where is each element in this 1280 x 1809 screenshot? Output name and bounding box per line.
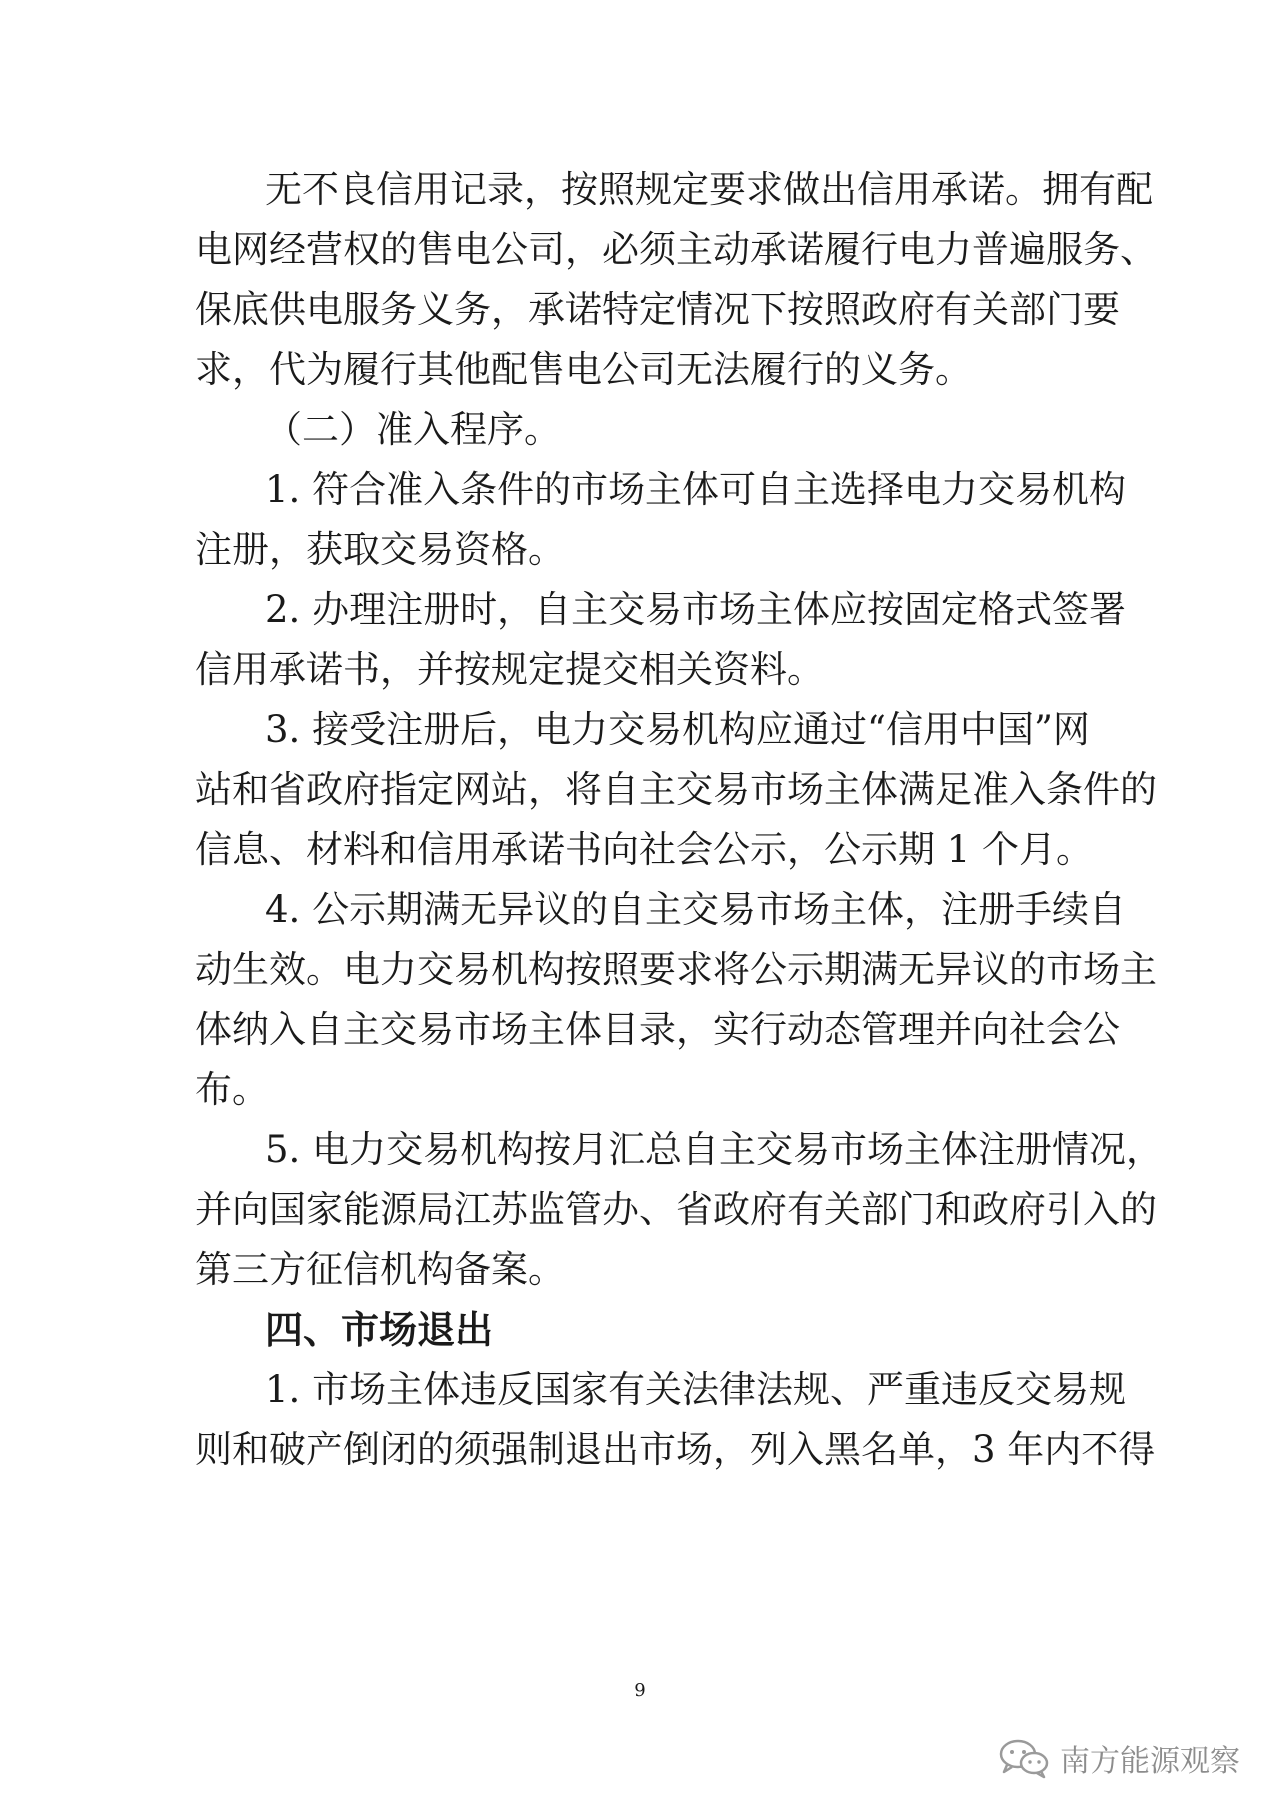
watermark [998,1736,1240,1780]
body-text-line: 电网经营权的售电公司，必须主动承诺履行电力普遍服务、 [195,228,1157,271]
watermark-text: 南方能源观察 [1060,1744,1240,1779]
body-text-line: 布。 [195,1068,269,1111]
body-text-line: 3. 接受注册后，电力交易机构应通过“信用中国”网 [265,708,1090,751]
body-text-line: 信息、材料和信用承诺书向社会公示，公示期 1 个月。 [195,828,1094,871]
body-text-line: 1. 符合准入条件的市场主体可自主选择电力交易机构 [265,468,1127,511]
body-text-line: 并向国家能源局江苏监管办、省政府有关部门和政府引入的 [195,1188,1157,1231]
body-text-line: 信用承诺书，并按规定提交相关资料。 [195,648,824,691]
body-text-line: 求，代为履行其他配售电公司无法履行的义务。 [195,348,972,391]
body-text-line: 动生效。电力交易机构按照要求将公示期满无异议的市场主 [195,948,1157,991]
body-text-line: 2. 办理注册时，自主交易市场主体应按固定格式签署 [265,588,1127,631]
body-text-line: 4. 公示期满无异议的自主交易市场主体，注册手续自 [265,888,1127,931]
body-text-line: 保底供电服务义务，承诺特定情况下按照政府有关部门要 [195,288,1120,331]
page-number: 9 [634,1680,646,1701]
body-text-line: 站和省政府指定网站，将自主交易市场主体满足准入条件的 [195,768,1157,811]
body-text-line: 体纳入自主交易市场主体目录，实行动态管理并向社会公 [195,1008,1120,1051]
body-text-line: 第三方征信机构备案。 [195,1248,565,1291]
body-text-line: 5. 电力交易机构按月汇总自主交易市场主体注册情况， [265,1128,1164,1171]
body-text-line: 无不良信用记录，按照规定要求做出信用承诺。拥有配 [265,168,1153,211]
section-heading: 四、市场退出 [265,1308,494,1352]
body-text-line: 则和破产倒闭的须强制退出市场，列入黑名单，3 年内不得 [195,1428,1156,1471]
body-text-line: 1. 市场主体违反国家有关法律法规、严重违反交易规 [265,1368,1127,1411]
body-text-line: 注册，获取交易资格。 [195,528,565,571]
section-subheading: （二）准入程序。 [265,408,561,451]
wechat-icon [998,1737,1050,1779]
